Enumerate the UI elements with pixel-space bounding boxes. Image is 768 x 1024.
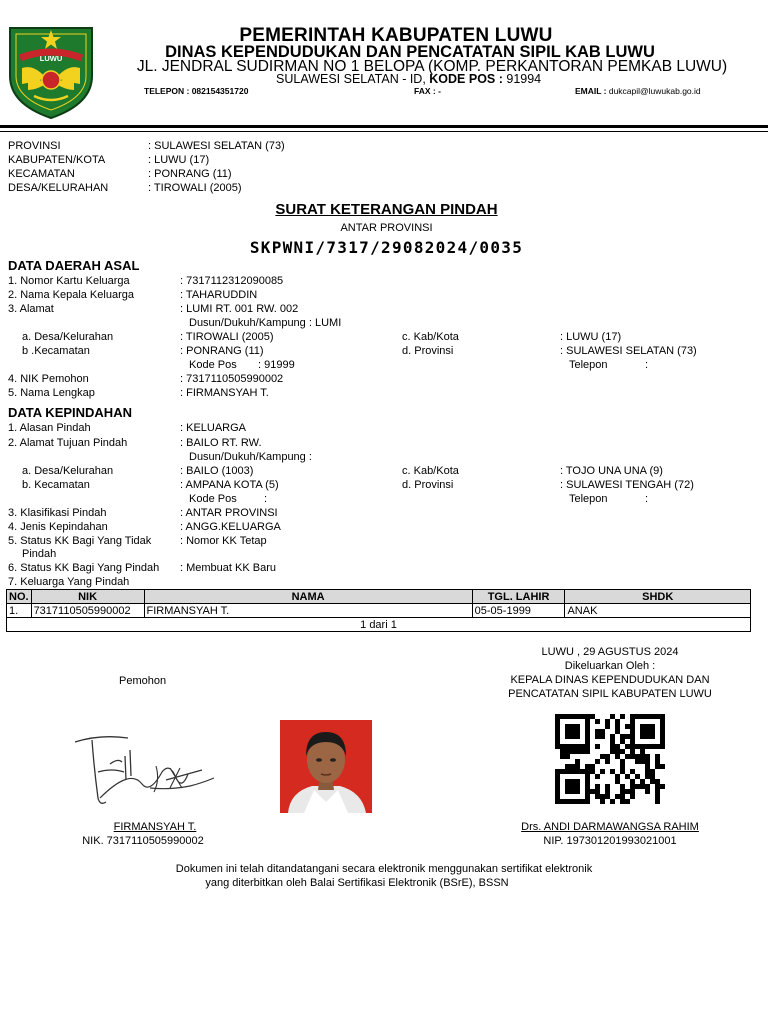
region-regency-value: : LUWU (17) bbox=[148, 154, 210, 166]
header-government: PEMERINTAH KABUPATEN LUWU bbox=[239, 25, 553, 46]
table-cell-birthdate: 05-05-1999 bbox=[472, 604, 565, 618]
document-number: SKPWNI/7317/29082024/0035 bbox=[249, 238, 524, 257]
header-telephone: TELEPON : 082154351720 bbox=[144, 86, 249, 96]
destination-regency-value: : TOJO UNA UNA (9) bbox=[560, 465, 663, 477]
region-district-value: : PONRANG (11) bbox=[148, 168, 232, 180]
official-name: Drs. ANDI DARMAWANGSA RAHIM bbox=[521, 821, 699, 833]
origin-phone-value: : bbox=[645, 359, 649, 371]
origin-district-label: b .Kecamatan bbox=[22, 345, 90, 357]
svg-text:LUWU: LUWU bbox=[39, 54, 63, 63]
destination-province-label: d. Provinsi bbox=[402, 479, 454, 491]
kk-status-moving-value: : Membuat KK Baru bbox=[180, 562, 276, 574]
applicant-photo bbox=[280, 720, 372, 813]
move-classification-value: : ANTAR PROVINSI bbox=[180, 507, 278, 519]
kk-status-staying-value: : Nomor KK Tetap bbox=[180, 535, 267, 547]
issued-by-caption: Dikeluarkan Oleh : bbox=[564, 660, 656, 672]
header-postal-label: KODE POS : bbox=[429, 72, 503, 86]
kk-status-moving-label: 6. Status KK Bagi Yang Pindah bbox=[8, 562, 160, 574]
table-cell-nik: 7317110505990002 bbox=[31, 604, 144, 618]
moving-family-label: 7. Keluarga Yang Pindah bbox=[8, 576, 130, 588]
table-header-shdk: SHDK bbox=[565, 590, 751, 604]
table-cell-no: 1. bbox=[7, 604, 32, 618]
header-province: SULAWESI SELATAN - ID, bbox=[276, 72, 430, 86]
verification-qr-code bbox=[555, 714, 665, 804]
header-fax: FAX : - bbox=[414, 86, 441, 96]
applicant-nik: NIK. 7317110505990002 bbox=[82, 835, 204, 847]
table-cell-shdk: ANAK bbox=[565, 604, 751, 618]
move-classification-label: 3. Klasifikasi Pindah bbox=[8, 507, 107, 519]
kk-status-staying-label-cont: Pindah bbox=[22, 548, 57, 560]
destination-postal-value: : bbox=[264, 493, 268, 505]
issue-place-date: LUWU , 29 AGUSTUS 2024 bbox=[541, 646, 679, 658]
destination-hamlet: Dusun/Dukuh/Kampung : bbox=[189, 451, 312, 463]
applicant-nik-value: : 7317110505990002 bbox=[180, 373, 284, 385]
destination-regency-label: c. Kab/Kota bbox=[402, 465, 459, 477]
header-divider-thick bbox=[0, 125, 768, 128]
header-agency: DINAS KEPENDUDUKAN DAN PENCATATAN SIPIL KAB LUWU bbox=[165, 43, 655, 61]
origin-province-value: : SULAWESI SELATAN (73) bbox=[560, 345, 697, 357]
origin-phone-label: Telepon bbox=[569, 359, 608, 371]
header-address: JL. JENDRAL SUDIRMAN NO 1 BELOPA (KOMP. PERKANTORAN PEMKAB LUWU) bbox=[136, 58, 728, 75]
move-type-label: 4. Jenis Kepindahan bbox=[8, 521, 108, 533]
origin-address-label: 3. Alamat bbox=[8, 303, 54, 315]
luwu-regency-logo bbox=[6, 24, 96, 120]
origin-province-label: d. Provinsi bbox=[402, 345, 454, 357]
origin-regency-value: : LUWU (17) bbox=[560, 331, 622, 343]
origin-head-name-value: : TAHARUDDIN bbox=[180, 289, 258, 301]
move-type-value: : ANGG.KELUARGA bbox=[180, 521, 281, 533]
official-title-line1: KEPALA DINAS KEPENDUDUKAN DAN bbox=[510, 674, 710, 686]
applicant-nik-label: 4. NIK Pemohon bbox=[8, 373, 89, 385]
header-province-postal bbox=[276, 72, 541, 86]
moving-family-table bbox=[6, 589, 751, 632]
region-village-label: DESA/KELURAHAN bbox=[8, 182, 109, 194]
destination-district-value: : AMPANA KOTA (5) bbox=[180, 479, 279, 491]
table-header-row bbox=[7, 590, 751, 604]
destination-province-value: : SULAWESI TENGAH (72) bbox=[560, 479, 694, 491]
destination-address-value: : BAILO RT. RW. bbox=[180, 437, 262, 449]
move-reason-label: 1. Alasan Pindah bbox=[8, 422, 91, 434]
origin-district-value: : PONRANG (11) bbox=[180, 345, 264, 357]
table-header-birthdate: TGL. LAHIR bbox=[472, 590, 565, 604]
origin-kk-number-label: 1. Nomor Kartu Keluarga bbox=[8, 275, 130, 287]
table-row bbox=[7, 604, 751, 618]
header-email-label: EMAIL : bbox=[575, 86, 607, 96]
region-province-label: PROVINSI bbox=[8, 140, 61, 152]
document-title: SURAT KETERANGAN PINDAH bbox=[275, 201, 498, 218]
applicant-name-label: 5. Nama Lengkap bbox=[8, 387, 95, 399]
header-postal-value: 91994 bbox=[502, 72, 542, 86]
applicant-signature bbox=[70, 728, 220, 814]
e-signature-notice-line2: yang diterbitkan oleh Balai Sertifikasi Elektronik (BSrE), BSSN bbox=[205, 877, 509, 889]
destination-postal-label: Kode Pos bbox=[189, 493, 237, 505]
section-heading-origin: DATA DAERAH ASAL bbox=[8, 258, 140, 273]
origin-address-value: : LUMI RT. 001 RW. 002 bbox=[180, 303, 299, 315]
table-cell-name: FIRMANSYAH T. bbox=[144, 604, 472, 618]
destination-phone-value: : bbox=[645, 493, 649, 505]
origin-postal-label: Kode Pos bbox=[189, 359, 237, 371]
move-reason-value: : KELUARGA bbox=[180, 422, 247, 434]
origin-hamlet: Dusun/Dukuh/Kampung : LUMI bbox=[189, 317, 342, 329]
header-email bbox=[575, 86, 701, 96]
official-title-line2: PENCATATAN SIPIL KABUPATEN LUWU bbox=[508, 688, 712, 700]
origin-village-label: a. Desa/Kelurahan bbox=[22, 331, 114, 343]
e-signature-notice-line1: Dokumen ini telah ditandatangani secara elektronik menggunakan sertifikat elektronik bbox=[175, 863, 593, 875]
destination-district-label: b. Kecamatan bbox=[22, 479, 90, 491]
origin-postal-value: : 91999 bbox=[258, 359, 295, 371]
region-province-value: : SULAWESI SELATAN (73) bbox=[148, 140, 285, 152]
applicant-name: FIRMANSYAH T. bbox=[113, 821, 197, 833]
table-page-indicator: 1 dari 1 bbox=[7, 618, 751, 632]
table-header-no: NO. bbox=[7, 590, 32, 604]
region-district-label: KECAMATAN bbox=[8, 168, 75, 180]
header-divider-thin bbox=[0, 131, 768, 132]
kk-status-staying-label: 5. Status KK Bagi Yang Tidak bbox=[8, 535, 152, 547]
table-header-name: NAMA bbox=[144, 590, 472, 604]
header-email-value: dukcapil@luwukab.go.id bbox=[606, 86, 701, 96]
destination-address-label: 2. Alamat Tujuan Pindah bbox=[8, 437, 128, 449]
document-subtitle: ANTAR PROVINSI bbox=[340, 222, 433, 234]
origin-kk-number-value: : 7317112312090085 bbox=[180, 275, 284, 287]
destination-village-label: a. Desa/Kelurahan bbox=[22, 465, 114, 477]
official-nip: NIP. 197301201993021001 bbox=[543, 835, 677, 847]
destination-phone-label: Telepon bbox=[569, 493, 608, 505]
table-pagination-row bbox=[7, 618, 751, 632]
destination-village-value: : BAILO (1003) bbox=[180, 465, 254, 477]
applicant-name-value: : FIRMANSYAH T. bbox=[180, 387, 269, 399]
section-heading-relocation: DATA KEPINDAHAN bbox=[8, 405, 132, 420]
region-regency-label: KABUPATEN/KOTA bbox=[8, 154, 106, 166]
region-village-value: : TIROWALI (2005) bbox=[148, 182, 242, 194]
origin-head-name-label: 2. Nama Kepala Keluarga bbox=[8, 289, 134, 301]
origin-regency-label: c. Kab/Kota bbox=[402, 331, 459, 343]
table-header-nik: NIK bbox=[31, 590, 144, 604]
origin-village-value: : TIROWALI (2005) bbox=[180, 331, 274, 343]
applicant-caption: Pemohon bbox=[119, 675, 167, 687]
